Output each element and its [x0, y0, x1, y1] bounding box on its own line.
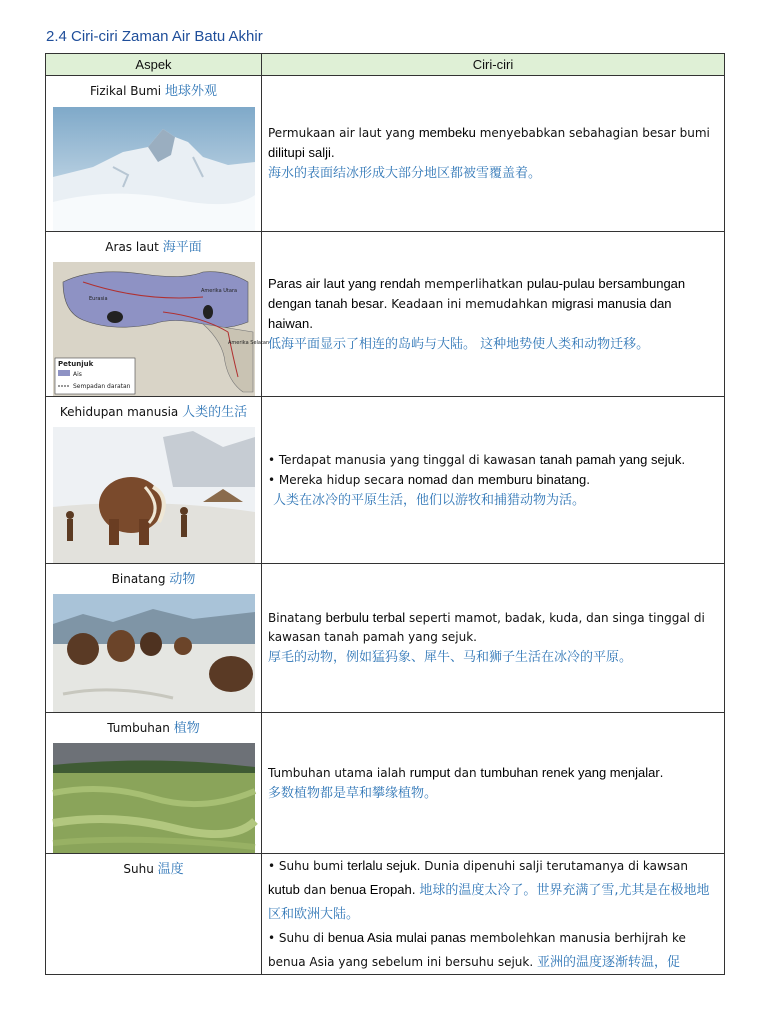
migration-map-image: [53, 262, 269, 396]
mammoth-hunt-image: [53, 427, 255, 563]
map-legend-title: Petunjuk: [57, 360, 93, 368]
table-row: [46, 713, 725, 854]
aspect-label: Aras laut 海平面: [105, 240, 202, 255]
aspect-label: Tumbuhan 植物: [107, 721, 200, 736]
aspect-cell: [46, 397, 262, 564]
aspect-label: Kehidupan manusia 人类的生活: [59, 405, 248, 420]
map-legend-ice: Ais: [72, 371, 82, 378]
aspect-label: Binatang 动物: [111, 572, 196, 587]
map-label-eurasia: Eurasia: [88, 296, 108, 302]
description-cell: Binatang berbulu terbal seperti mamot, badak, kuda, dan singa tinggal di kawasan tanah pamah yang sejuk. 厚毛的动物，例如猛犸象、犀牛、马和狮子生活在冰冷的平原。: [262, 564, 725, 713]
table-row: [46, 232, 725, 397]
map-legend-border: Sempadan daratan: [72, 383, 130, 390]
table-row: [46, 397, 725, 564]
description-cell: Tumbuhan utama ialah rumput dan tumbuhan renek yang menjalar. 多数植物都是草和攀缘植物。: [262, 713, 725, 854]
description-cell: Permukaan air laut yang membeku menyebabkan sebahagian besar bumi dilitupi salji. 海水的表面结冰形成大部分地区都被雪覆盖着。: [262, 76, 725, 232]
grassland-image: [53, 743, 255, 853]
list-item: • Terdapat manusia yang tinggal di kawasan tanah pamah yang sejuk.: [268, 451, 686, 467]
features-table: [45, 53, 725, 975]
list-item: • Mereka hidup secara nomad dan memburu binatang.: [268, 471, 591, 487]
snowy-mountain-image: [53, 107, 255, 231]
aspect-label: Fizikal Bumi 地球外观: [90, 84, 217, 99]
description-cell: Paras air laut yang rendah memperlihatkan pulau-pulau bersambungan dengan tanah besar. Keadaan ini memudahkan migrasi manusia dan haiwan. 低海平面显示了相连的岛屿与大陆。 这种地势使人类和动物迁移。: [262, 232, 725, 397]
aspect-cell: [46, 713, 262, 854]
table-row: [46, 564, 725, 713]
aspect-cell: [46, 76, 262, 232]
description-cell: • Terdapat manusia yang tinggal di kawasan tanah pamah yang sejuk. • Mereka hidup secara nomad dan memburu binatang. 人类在冰冷的平原生活，他们以游牧和捕猎动物为活。: [262, 397, 725, 564]
table-row: [46, 76, 725, 232]
map-label-south-america: Amerika Selatan: [227, 340, 269, 346]
mammoth-herd-image: [53, 594, 255, 712]
header-aspect: Aspek: [46, 54, 262, 76]
table-header-row: [46, 54, 725, 76]
header-features: Ciri-ciri: [262, 54, 725, 76]
description-cell: • Suhu bumi terlalu sejuk. Dunia dipenuhi salji terutamanya di kawsan kutub dan benua Eropah. 地球的温度太冷了。世界充满了雪,尤其是在极地地区和欧洲大陆。 • Suhu di benua Asia mulai panas membolehkan manusia berhijrah ke benua Asia yang sebelum ini bersuhu sejuk. 亚洲的温度逐渐转温，促: [262, 854, 725, 975]
aspect-cell: [46, 232, 269, 397]
page-title: 2.4 Ciri-ciri Zaman Air Batu Akhir: [46, 28, 263, 45]
map-label-north-america: Amerika Utara: [200, 288, 237, 294]
table-row: [46, 854, 725, 975]
aspect-cell: [46, 564, 262, 713]
aspect-cell: [46, 854, 262, 975]
aspect-label: Suhu 温度: [123, 862, 184, 877]
